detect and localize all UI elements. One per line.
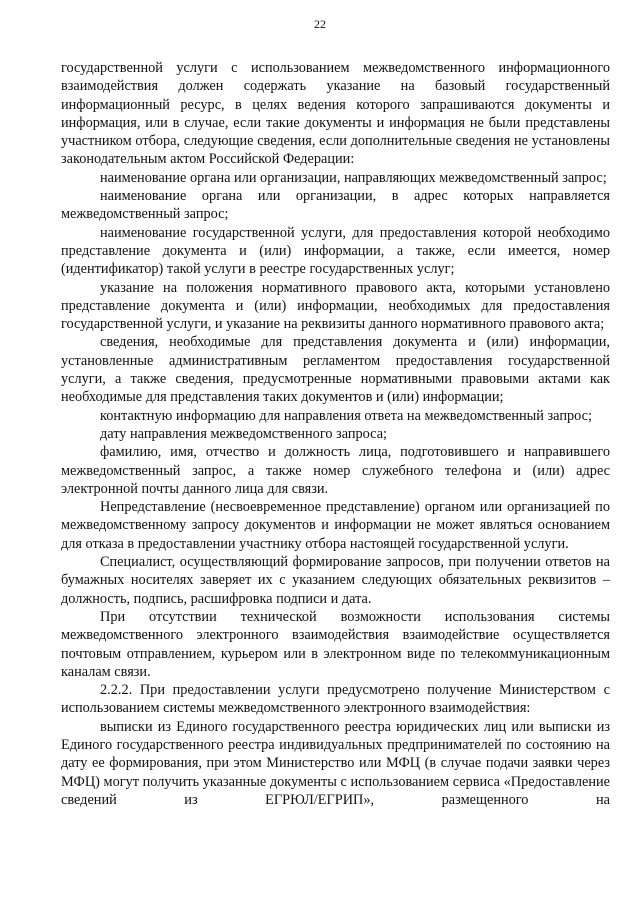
paragraph-specialist: Специалист, осуществляющий формирование запросов, при получении ответов на бумажных носителях заверяет их с указанием следующих обязательных реквизитов – должность, подпись, расшифровка подписи и дата.: [61, 554, 610, 607]
paragraph-non-submission: Непредставление (несвоевременное представление) органом или организацией по межведомственному запросу документов и информации не может являться основанием для отказа в предоставлении участнику отбора настоящей государственной услуги.: [61, 499, 610, 552]
document-body: [61, 59, 610, 809]
list-item-contact-info: контактную информацию для направления ответа на межведомственный запрос;: [100, 407, 592, 424]
paragraph-egrul-extract: выписки из Единого государственного реестра юридических лиц или выписки из Единого государственного реестра индивидуальных предпринимателей по состоянию на дату ее формирования, при этом Министерство или МФЦ (в случае подачи заявки через МФЦ) могут получить указанные документы с использованием сервиса «Предоставление сведений из ЕГРЮЛ/ЕГРИП», размещенного на: [61, 718, 610, 808]
list-item-legal-act: указание на положения нормативного правового акта, которыми установлено представление документа и (или) информации, необходимых для предоставления государственной услуги, и указание на реквизиты данного нормативного правового акта;: [61, 279, 610, 333]
list-item-recipient-name: наименование органа или организации, в адрес которых направляется межведомственный запрос;: [61, 188, 610, 223]
page-number: 22: [314, 17, 326, 31]
paragraph-no-technical-capability: При отсутствии технической возможности использования системы межведомственного электронного взаимодействия взаимодействие осуществляется почтовым отправлением, курьером или в электронном виде по телекоммуникационным каналам связи.: [61, 608, 610, 680]
list-item-required-info: сведения, необходимые для представления документа и (или) информации, установленные административным регламентом предоставления государственной услуги, а также сведения, предусмотренные нормативными правовыми актами как необходимые для представления таких документов и (или) информации;: [61, 334, 610, 406]
section-2-2-2: 2.2.2. При предоставлении услуги предусмотрено получение Министерством с использованием системы межведомственного электронного взаимодействия:: [61, 682, 610, 717]
list-item-responsible-person: фамилию, имя, отчество и должность лица, подготовившего и направившего межведомственный запрос, а также номер служебного телефона и (или) адрес электронной почты данного лица для связи.: [61, 444, 610, 497]
paragraph-request-contents: государственной услуги с использованием межведомственного информационного взаимодействия должен содержать указание на базовый государственный информационный ресурс, в целях ведения которого запрашиваются документы и информация, или в случае, если такие документы и информация не были представлены участником отбора, следующие сведения, если дополнительные сведения не установлены законодательным актом Российской Федерации:: [61, 60, 610, 168]
list-item-request-date: дату направления межведомственного запроса;: [100, 425, 388, 442]
list-item-service-name: наименование государственной услуги, для предоставления которой необходимо представление документа и (или) информации, а также, если имеется, номер (идентификатор) такой услуги в реестре государственных услуг;: [61, 224, 610, 278]
list-item-sender-name: наименование органа или организации, направляющих межведомственный запрос;: [100, 169, 607, 186]
